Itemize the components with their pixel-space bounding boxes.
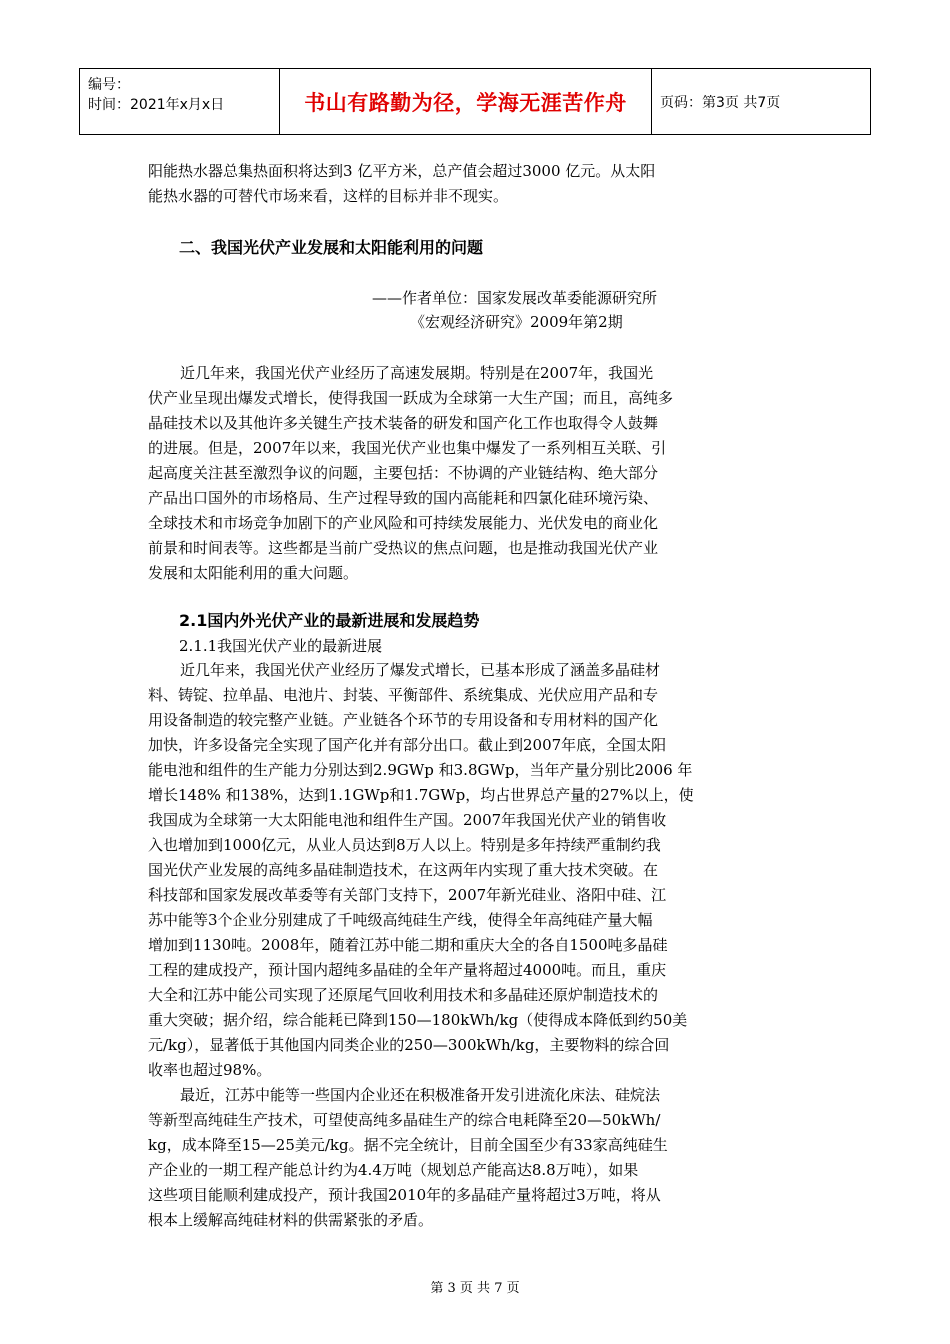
body-line: 前景和时间表等。这些都是当前广受热议的焦点问题，也是推动我国光伏产业 [148,539,659,557]
body-line: 伏产业呈现出爆发式增长，使得我国一跃成为全球第一大生产国；而且，高纯多 [148,389,674,407]
body-line: 加快，许多设备完全实现了国产化并有部分出口。截止到2007年底，全国太阳 [148,736,667,754]
body-line: 发展和太阳能利用的重大问题。 [148,564,359,582]
motto-banner: 书山有路勤为径，学海无涯苦作舟 [280,69,652,134]
body-line: 的进展。但是，2007年以来，我国光伏产业也集中爆发了一系列相互关联、引 [148,439,667,457]
body-line: 用设备制造的较完整产业链。产业链各个环节的专用设备和专用材料的国产化 [148,711,659,729]
section-heading: 二、我国光伏产业发展和太阳能利用的问题 [179,238,484,257]
body-line: 大全和江苏中能公司实现了还原尾气回收利用技术和多晶硅还原炉制造技术的 [148,986,659,1004]
header-table [79,68,871,135]
body-line: 阳能热水器总集热面积将达到3 亿平方米，总产值会超过3000 亿元。从太阳 [148,162,656,180]
author-affiliation: ——作者单位：国家发展改革委能源研究所 [372,289,658,307]
source-citation: 《宏观经济研究》2009年第2期 [410,313,623,331]
body-line: 我国成为全球第一大太阳能电池和组件生产国。2007年我国光伏产业的销售收 [148,811,667,829]
page-footer: 第 3 页 共 7 页 [430,1281,520,1296]
body-line: 重大突破；据介绍，综合能耗已降到150—180kWh/kg（使得成本降低到约50美 [148,1011,688,1029]
body-line: kg，成本降至15—25美元/kg。据不完全统计，目前全国至少有33家高纯硅生 [148,1136,668,1154]
body-line: 增加到1130吨。2008年，随着江苏中能二期和重庆大全的各自1500吨多晶硅 [148,936,668,954]
body-line: 科技部和国家发展改革委等有关部门支持下，2007年新光硅业、洛阳中硅、江 [148,886,667,904]
page-info: 页码：第3页 共7页 [660,94,781,111]
body-line: 入也增加到1000亿元，从业人员达到8万人以上。特别是多年持续严重制约我 [148,836,661,854]
body-line: 增长148% 和138%，达到1.1GWp和1.7GWp，均占世界总产量的27%以上，使 [148,786,694,804]
body-line: 国光伏产业发展的高纯多晶硅制造技术，在这两年内实现了重大技术突破。在 [148,861,659,879]
body-line: 这些项目能顺利建成投产，预计我国2010年的多晶硅产量将超过3万吨，将从 [148,1186,661,1204]
body-line: 工程的建成投产，预计国内超纯多晶硅的全年产量将超过4000吨。而且，重庆 [148,961,667,979]
body-line: 元/kg），显著低于其他国内同类企业的250—300kWh/kg，主要物料的综合回 [148,1036,670,1054]
subsection-heading: 2.1国内外光伏产业的最新进展和发展趋势 [179,611,480,630]
body-line: 能热水器的可替代市场来看，这样的目标并非不现实。 [148,187,509,205]
body-line: 产品出口国外的市场格局、生产过程导致的国内高能耗和四氯化硅环境污染、 [148,489,659,507]
body-line: 近几年来，我国光伏产业经历了高速发展期。特别是在2007年，我国光 [180,364,654,382]
body-line: 苏中能等3个企业分别建成了千吨级高纯硅生产线，使得全年高纯硅产量大幅 [148,911,653,929]
body-line: 近几年来，我国光伏产业经历了爆发式增长，已基本形成了涵盖多晶硅材 [180,661,661,679]
date-label: 时间：2021年x月x日 [88,97,225,113]
body-line: 根本上缓解高纯硅材料的供需紧张的矛盾。 [148,1211,434,1229]
header-left-cell [80,69,280,134]
body-line: 最近，江苏中能等一些国内企业还在积极准备开发引进流化床法、硅烷法 [180,1086,661,1104]
body-line: 全球技术和市场竞争加剧下的产业风险和可持续发展能力、光伏发电的商业化 [148,514,659,532]
body-line: 收率也超过98%。 [148,1061,272,1079]
subsubsection-heading: 2.1.1我国光伏产业的最新进展 [179,637,383,655]
body-line: 能电池和组件的生产能力分别达到2.9GWp 和3.8GWp，当年产量分别比2006 年 [148,761,693,779]
body-line: 等新型高纯硅生产技术，可望使高纯多晶硅生产的综合电耗降至20—50kWh/ [148,1111,661,1129]
body-line: 起高度关注甚至激烈争议的问题，主要包括：不协调的产业链结构、绝大部分 [148,464,659,482]
body-line: 料、铸锭、拉单晶、电池片、封装、平衡部件、系统集成、光伏应用产品和专 [148,686,659,704]
body-line: 产企业的一期工程产能总计约为4.4万吨（规划总产能高达8.8万吨），如果 [148,1161,639,1179]
body-line: 晶硅技术以及其他许多关键生产技术装备的研发和国产化工作也取得令人鼓舞 [148,414,659,432]
document-number-label: 编号： [88,77,130,93]
